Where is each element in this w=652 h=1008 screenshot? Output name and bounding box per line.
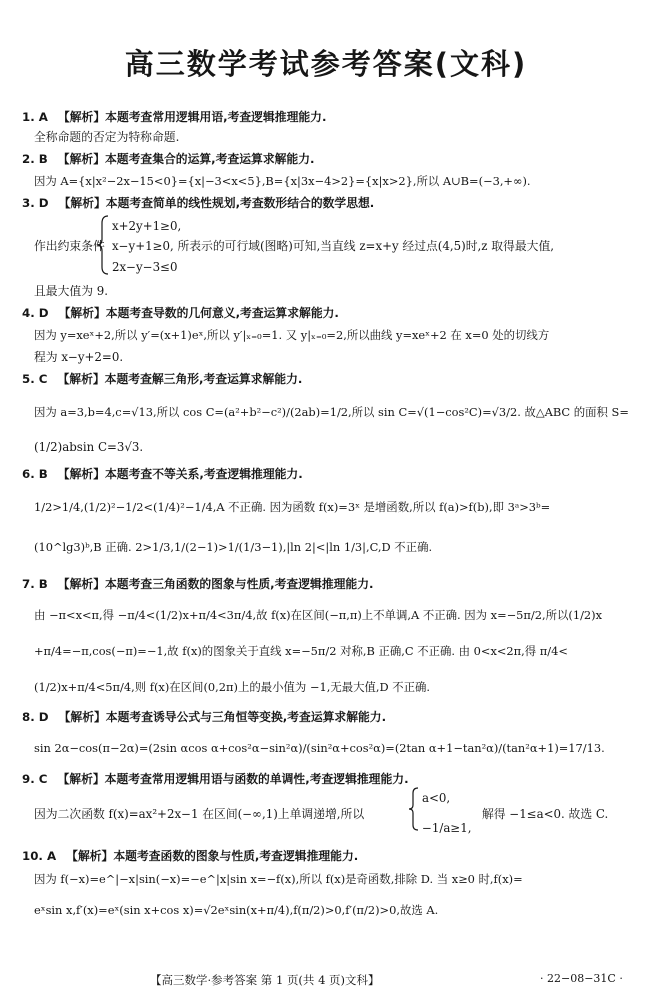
question-number: 4. D [22, 306, 49, 320]
page-title: 高三数学考试参考答案(文科) [124, 47, 528, 81]
solution-line: 因为 y=xeˣ+2,所以 y′=(x+1)eˣ,所以 y′|ₓ₌₀=1. 又 y|ₓ₌₀=2,所以曲线 y=xeˣ+2 在 x=0 处的切线方 [34, 328, 550, 342]
analysis-tag: 【解析】 [58, 306, 106, 320]
solution-line: 全称命题的否定为特称命题. [34, 130, 180, 144]
solution-line: x+2y+1≥0, [112, 219, 182, 233]
question-topic: 本题考查不等关系,考查逻辑推理能力. [105, 467, 303, 481]
question-topic: 本题考查集合的运算,考查运算求解能力. [105, 152, 315, 166]
question-heading [22, 109, 326, 125]
analysis-tag: 【解析】 [57, 772, 105, 786]
question-number: 6. B [22, 467, 48, 481]
analysis-tag: 【解析】 [58, 710, 106, 724]
solution-line: (1/2)x+π/4<5π/4,则 f(x)在区间(0,2π)上的最小值为 −1,无最大值,D 不正确. [34, 680, 431, 694]
solution-line: 2x−y−3≤0 [112, 260, 178, 274]
question-number: 5. C [22, 372, 48, 386]
solution-line: 因为二次函数 f(x)=ax²+2x−1 在区间(−∞,1)上单调递增,所以 [34, 807, 365, 821]
analysis-tag: 【解析】 [66, 849, 114, 863]
question-number: 1. A [22, 110, 48, 124]
question-heading [22, 848, 358, 864]
analysis-tag: 【解析】 [57, 152, 105, 166]
question-topic: 本题考查解三角形,考查运算求解能力. [104, 372, 303, 386]
question-number: 8. D [22, 710, 49, 724]
question-topic: 本题考查简单的线性规划,考查数形结合的数学思想. [105, 196, 375, 210]
solution-line: 解得 −1≤a<0. 故选 C. [482, 807, 609, 821]
solution-line: (1/2)absin C=3√3. [34, 440, 144, 454]
solution-line: 因为 a=3,b=4,c=√13,所以 cos C=(a²+b²−c²)/(2ab)=1/2,所以 sin C=√(1−cos²C)=√3/2. 故△ABC 的面积 S= [34, 405, 629, 419]
page-footer: 【高三数学·参考答案 第 1 页(共 4 页)文科】 [150, 973, 380, 987]
analysis-tag: 【解析】 [58, 196, 106, 210]
solution-line: 作出约束条件 [34, 239, 105, 253]
solution-line: 1/2>1/4,(1/2)²−1/2<(1/4)²−1/4,A 不正确. 因为函数 f(x)=3ˣ 是增函数,所以 f(a)>f(b),即 3ᵃ>3ᵇ= [34, 500, 551, 514]
question-heading [22, 151, 315, 167]
analysis-tag: 【解析】 [57, 467, 105, 481]
solution-line: eˣsin x,f′(x)=eˣ(sin x+cos x)=√2eˣsin(x+π/4),f(π/2)>0,f′(π/2)>0,故选 A. [34, 903, 439, 917]
question-heading [22, 771, 409, 787]
analysis-tag: 【解析】 [57, 110, 106, 124]
question-heading [22, 466, 303, 482]
left-brace-system-9 [408, 787, 420, 831]
question-number: 3. D [22, 196, 49, 210]
solution-line: x−y+1≥0, 所表示的可行域(图略)可知,当直线 z=x+y 经过点(4,5)时,z 取得最大值, [112, 239, 554, 253]
question-topic: 本题考查三角函数的图象与性质,考查逻辑推理能力. [105, 577, 374, 591]
question-topic: 本题考查常用逻辑用语,考查逻辑推理能力. [105, 110, 327, 124]
left-brace-system-3 [96, 215, 110, 275]
question-topic: 本题考查导数的几何意义,考查运算求解能力. [105, 306, 339, 320]
question-number: 7. B [22, 577, 48, 591]
analysis-tag: 【解析】 [57, 372, 105, 386]
analysis-tag: 【解析】 [57, 577, 105, 591]
solution-line: 因为 A={x|x²−2x−15<0}={x|−3<x<5},B={x|3x−4>2}={x|x>2},所以 A∪B=(−3,+∞). [34, 174, 531, 188]
solution-line: sin 2α−cos(π−2α)=(2sin αcos α+cos²α−sin²α)/(sin²α+cos²α)=(2tan α+1−tan²α)/(tan²α+1)=17/13. [34, 741, 605, 755]
solution-line: −1/a≥1, [422, 821, 472, 835]
question-number: 10. A [22, 849, 57, 863]
solution-line: 因为 f(−x)=e^|−x|sin(−x)=−e^|x|sin x=−f(x),所以 f(x)是奇函数,排除 D. 当 x≥0 时,f(x)= [34, 872, 523, 886]
solution-line: a<0, [422, 791, 451, 805]
question-heading [22, 576, 374, 592]
question-topic: 本题考查常用逻辑用语与函数的单调性,考查逻辑推理能力. [104, 772, 409, 786]
question-heading [22, 709, 386, 725]
solution-line: 由 −π<x<π,得 −π/4<(1/2)x+π/4<3π/4,故 f(x)在区间(−π,π)上不单调,A 不正确. 因为 x=−5π/2,所以(1/2)x [34, 608, 603, 622]
question-topic: 本题考查诱导公式与三角恒等变换,考查运算求解能力. [105, 710, 387, 724]
question-heading [22, 305, 339, 321]
solution-line: +π/4=−π,cos(−π)=−1,故 f(x)的图象关于直线 x=−5π/2 对称,B 正确,C 不正确. 由 0<x<2π,得 π/4< [34, 644, 568, 658]
solution-line: (10^lg3)ᵇ,B 正确. 2>1/3,1/(2−1)>1/(1/3−1),|ln 2|<|ln 1/3|,C,D 不正确. [34, 540, 433, 554]
question-number: 2. B [22, 152, 48, 166]
question-number: 9. C [22, 772, 48, 786]
question-topic: 本题考查函数的图象与性质,考查逻辑推理能力. [113, 849, 359, 863]
question-heading [22, 195, 374, 211]
page-code: · 22−08−31C · [540, 972, 623, 985]
solution-line: 程为 x−y+2=0. [34, 350, 124, 364]
solution-line: 且最大值为 9. [34, 284, 108, 298]
question-heading [22, 371, 302, 387]
